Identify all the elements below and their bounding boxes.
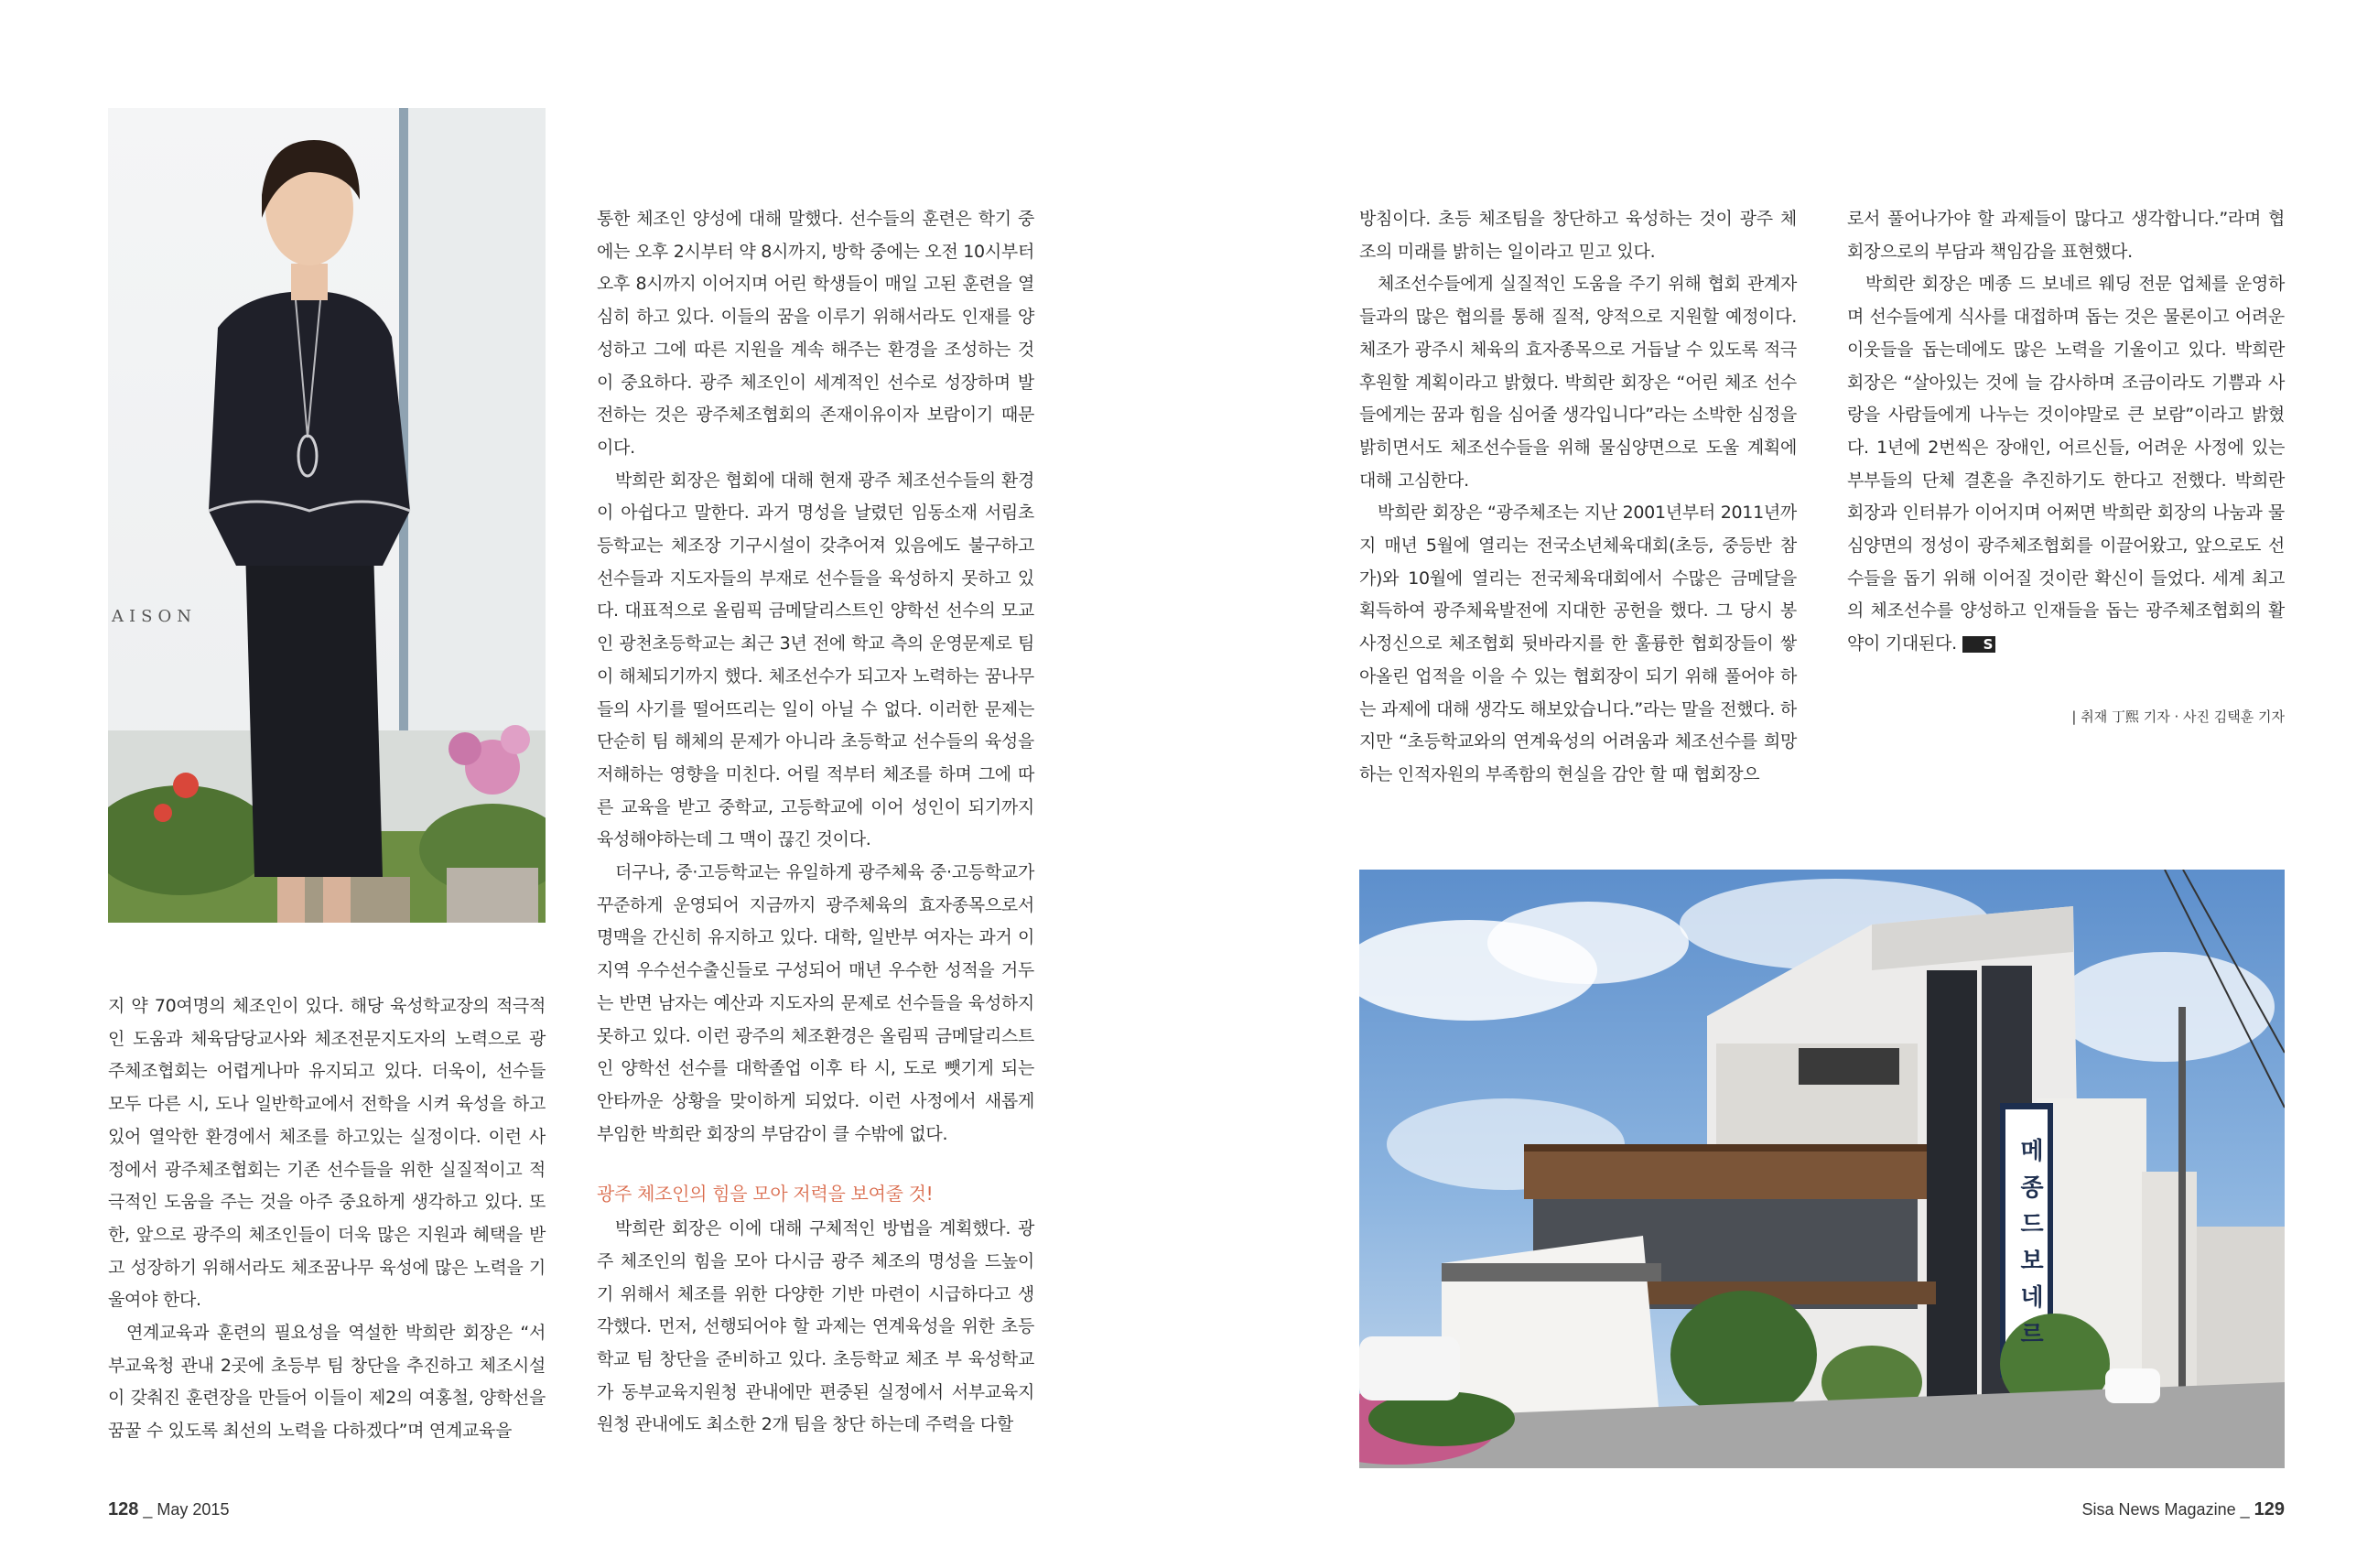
building-sign-text: 메종드보네르 <box>2020 1138 2044 1348</box>
paragraph: 연계교육과 훈련의 필요성을 역설한 박희란 회장은 “서부교육청 관내 2곳에 초등부 팀 창단을 추진하고 체조시설이 갖춰진 훈련장을 만들어 이들이 제2의 여홍철, 양학선을 꿈꿀 수 있도록 최선의 노력을 다하겠다”며 연계교육을 <box>108 1323 546 1442</box>
paragraph: 로서 풀어나가야 할 과제들이 많다고 생각합니다.”라며 협회장으로의 부담과 책임감을 표현했다. <box>1847 209 2285 262</box>
paragraph <box>1847 268 2285 660</box>
article-column-3 <box>1359 203 1797 792</box>
paragraph: 통한 체조인 양성에 대해 말했다. 선수들의 훈련은 학기 중에는 오후 2시부터 약 8시까지, 방학 중에는 오전 10시부터 오후 8시까지 이어지며 어린 학생들이 매일 고된 훈련을 열심히 하고 있다. 이들의 꿈을 이루기 위해서라도 인재를 양성하고 그에 따른 지원을 계속 해주는 환경을 조성하는 것이 중요하다. 광주 체조인이 세계적인 선수로 성장하며 발전하는 것은 광주체조협회의 존재이유이자 보람이기 때문이다. <box>597 209 1034 458</box>
page-folio-left <box>108 1499 229 1520</box>
issue-date: _ May 2015 <box>143 1500 230 1519</box>
paragraph-text: 박희란 회장은 메종 드 보네르 웨딩 전문 업체를 운영하며 선수들에게 식사를 대접하며 돕는 것은 물론이고 어려운 이웃들을 돕는데에도 많은 노력을 기울이고 있다. 박희란 회장은 “살아있는 것에 늘 감사하며 조금이라도 기쁨과 사랑을 사람들에게 나누는 것이야말로 큰 보람”이라고 밝혔다. 1년에 2번씩은 장애인, 어르신들, 어려운 사정에 있는 부부들의 단체 결혼을 추진하기도 한다고 전했다. 박희란 회장과 인터뷰가 이어지며 어쩌면 박희란 회장의 나눔과 물심양면의 정성이 광주체조협회를 이끌어왔고, 앞으로도 선수들을 돕기 위해 이어질 것이란 확신이 들었다. 세계 최고의 체조선수를 양성하고 인재들을 돕는 광주체조협회의 활약이 기대된다. <box>1847 274 2285 654</box>
building-photo <box>1359 870 2285 1468</box>
paragraph: 박희란 회장은 “광주체조는 지난 2001년부터 2011년까지 매년 5월에 열리는 전국소년체육대회(초등, 중등반 참가)와 10월에 열리는 전국체육대회에서 수많은 금메달을 획득하여 광주체육발전에 지대한 공헌을 했다. 그 당시 봉사정신으로 체조협회 뒷바라지를 한 훌륭한 협회장들이 쌓아올린 업적을 이을 수 있는 협회장이 되기 위해 풀어야 하는 과제에 대해 생각도 해보았습니다.”라는 말을 전했다. 하지만 “초등학교와의 연계육성의 어려움과 체조선수를 희망하는 인적자원의 부족함의 현실을 감안 할 때 협회장으 <box>1359 503 1797 784</box>
article-credit: | 취재 丁熙 기자 · 사진 김택훈 기자 <box>2071 708 2285 725</box>
article-column-2 <box>597 203 1034 1442</box>
paragraph: 지 약 70여명의 체조인이 있다. 해당 육성학교장의 적극적인 도움과 체육담당교사와 체조전문지도자의 노력으로 광주체조협회는 어렵게나마 유지되고 있다. 더욱이, 선수들 모두 다른 시, 도나 일반학교에서 전학을 시켜 육성을 하고 있어 열악한 환경에서 체조를 하고있는 실정이다. 이런 사정에서 광주체조협회는 기존 선수들을 위한 실질적이고 적극적인 도움을 주는 것을 아주 중요하게 생각하고 있다. 또한, 앞으로 광주의 체조인들이 더욱 많은 지원과 혜택을 받고 성장하기 위해서라도 체조꿈나무 육성에 많은 노력을 기울여야 한다. <box>108 996 546 1311</box>
portrait-photo <box>108 108 546 923</box>
end-mark: S <box>1962 636 1996 653</box>
article-column-4 <box>1847 203 2285 661</box>
page-number: 129 <box>2254 1499 2285 1519</box>
building-illustration <box>1359 870 2285 1468</box>
paragraph: 체조선수들에게 실질적인 도움을 주기 위해 협회 관계자들과의 많은 협의를 통해 질적, 양적으로 지원할 예정이다. 체조가 광주시 체육의 효자종목으로 거듭날 수 있도록 적극 후원할 계획이라고 밝혔다. 박희란 회장은 “어린 체조 선수들에게는 꿈과 힘을 심어줄 생각입니다”라는 소박한 심정을 밝히면서도 체조선수들을 위해 물심양면으로 도울 계획에 대해 고심한다. <box>1359 274 1797 491</box>
magazine-name: Sisa News Magazine _ <box>2081 1500 2250 1519</box>
portrait-illustration <box>108 108 546 923</box>
article-column-1 <box>108 990 546 1448</box>
paragraph: 박희란 회장은 협회에 대해 현재 광주 체조선수들의 환경이 아쉽다고 말한다. 과거 명성을 날렸던 임동소재 서림초등학교는 체조장 기구시설이 갖추어져 있음에도 불구하고 선수들과 지도자들의 부재로 선수들을 육성하지 못하고 있다. 대표적으로 올림픽 금메달리스트인 양학선 선수의 모교인 광천초등학교는 최근 3년 전에 학교 측의 운영문제로 팀이 해체되기까지 했다. 체조선수가 되고자 노력하는 꿈나무들의 사기를 떨어뜨리는 일이 아닐 수 없다. 이러한 문제는 단순히 팀 해체의 문제가 아니라 초등학교 선수들의 육성을 저해하는 영향을 미친다. 어릴 적부터 체조를 하며 그에 따른 교육을 받고 중학교, 고등학교에 이어 성인이 되기까지 육성해야하는데 그 맥이 끊긴 것이다. <box>597 470 1034 850</box>
page-folio-right <box>2082 1499 2285 1520</box>
page-number: 128 <box>108 1499 139 1519</box>
section-subheading: 광주 체조인의 힘을 모아 저력을 보여줄 것! <box>597 1183 934 1206</box>
paragraph: 더구나, 중·고등학교는 유일하게 광주체육 중·고등학교가 꾸준하게 운영되어 지금까지 광주체육의 효자종목으로서 명맥을 간신히 유지하고 있다. 대학, 일반부 여자는 과거 이 지역 우수선수출신들로 구성되어 매년 우수한 성적을 거두는 반면 남자는 예산과 지도자의 문제로 선수들을 육성하지 못하고 있다. 이런 광주의 체조환경은 올림픽 금메달리스트인 양학선 선수를 대학졸업 이후 타 시, 도로 뺏기게 되는 안타까운 상황을 맞이하게 되었다. 이런 사정에서 새롭게 부임한 박희란 회장의 부담감이 클 수밖에 없다. <box>597 862 1034 1144</box>
paragraph: 박희란 회장은 이에 대해 구체적인 방법을 계획했다. 광주 체조인의 힘을 모아 다시금 광주 체조의 명성을 드높이기 위해서 체조를 위한 다양한 기반 마련이 시급하다고 생각했다. 먼저, 선행되어야 할 과제는 연계육성을 위한 초등학교 팀 창단을 준비하고 있다. 초등학교 체조 부 육성학교가 동부교육지원청 관내에만 편중된 실정에서 서부교육지원청 관내에도 최소한 2개 팀을 창단 하는데 주력을 다할 <box>597 1218 1034 1435</box>
window-sign-text: AISON <box>112 607 197 626</box>
paragraph: 방침이다. 초등 체조팀을 창단하고 육성하는 것이 광주 체조의 미래를 밝히는 일이라고 믿고 있다. <box>1359 209 1797 262</box>
